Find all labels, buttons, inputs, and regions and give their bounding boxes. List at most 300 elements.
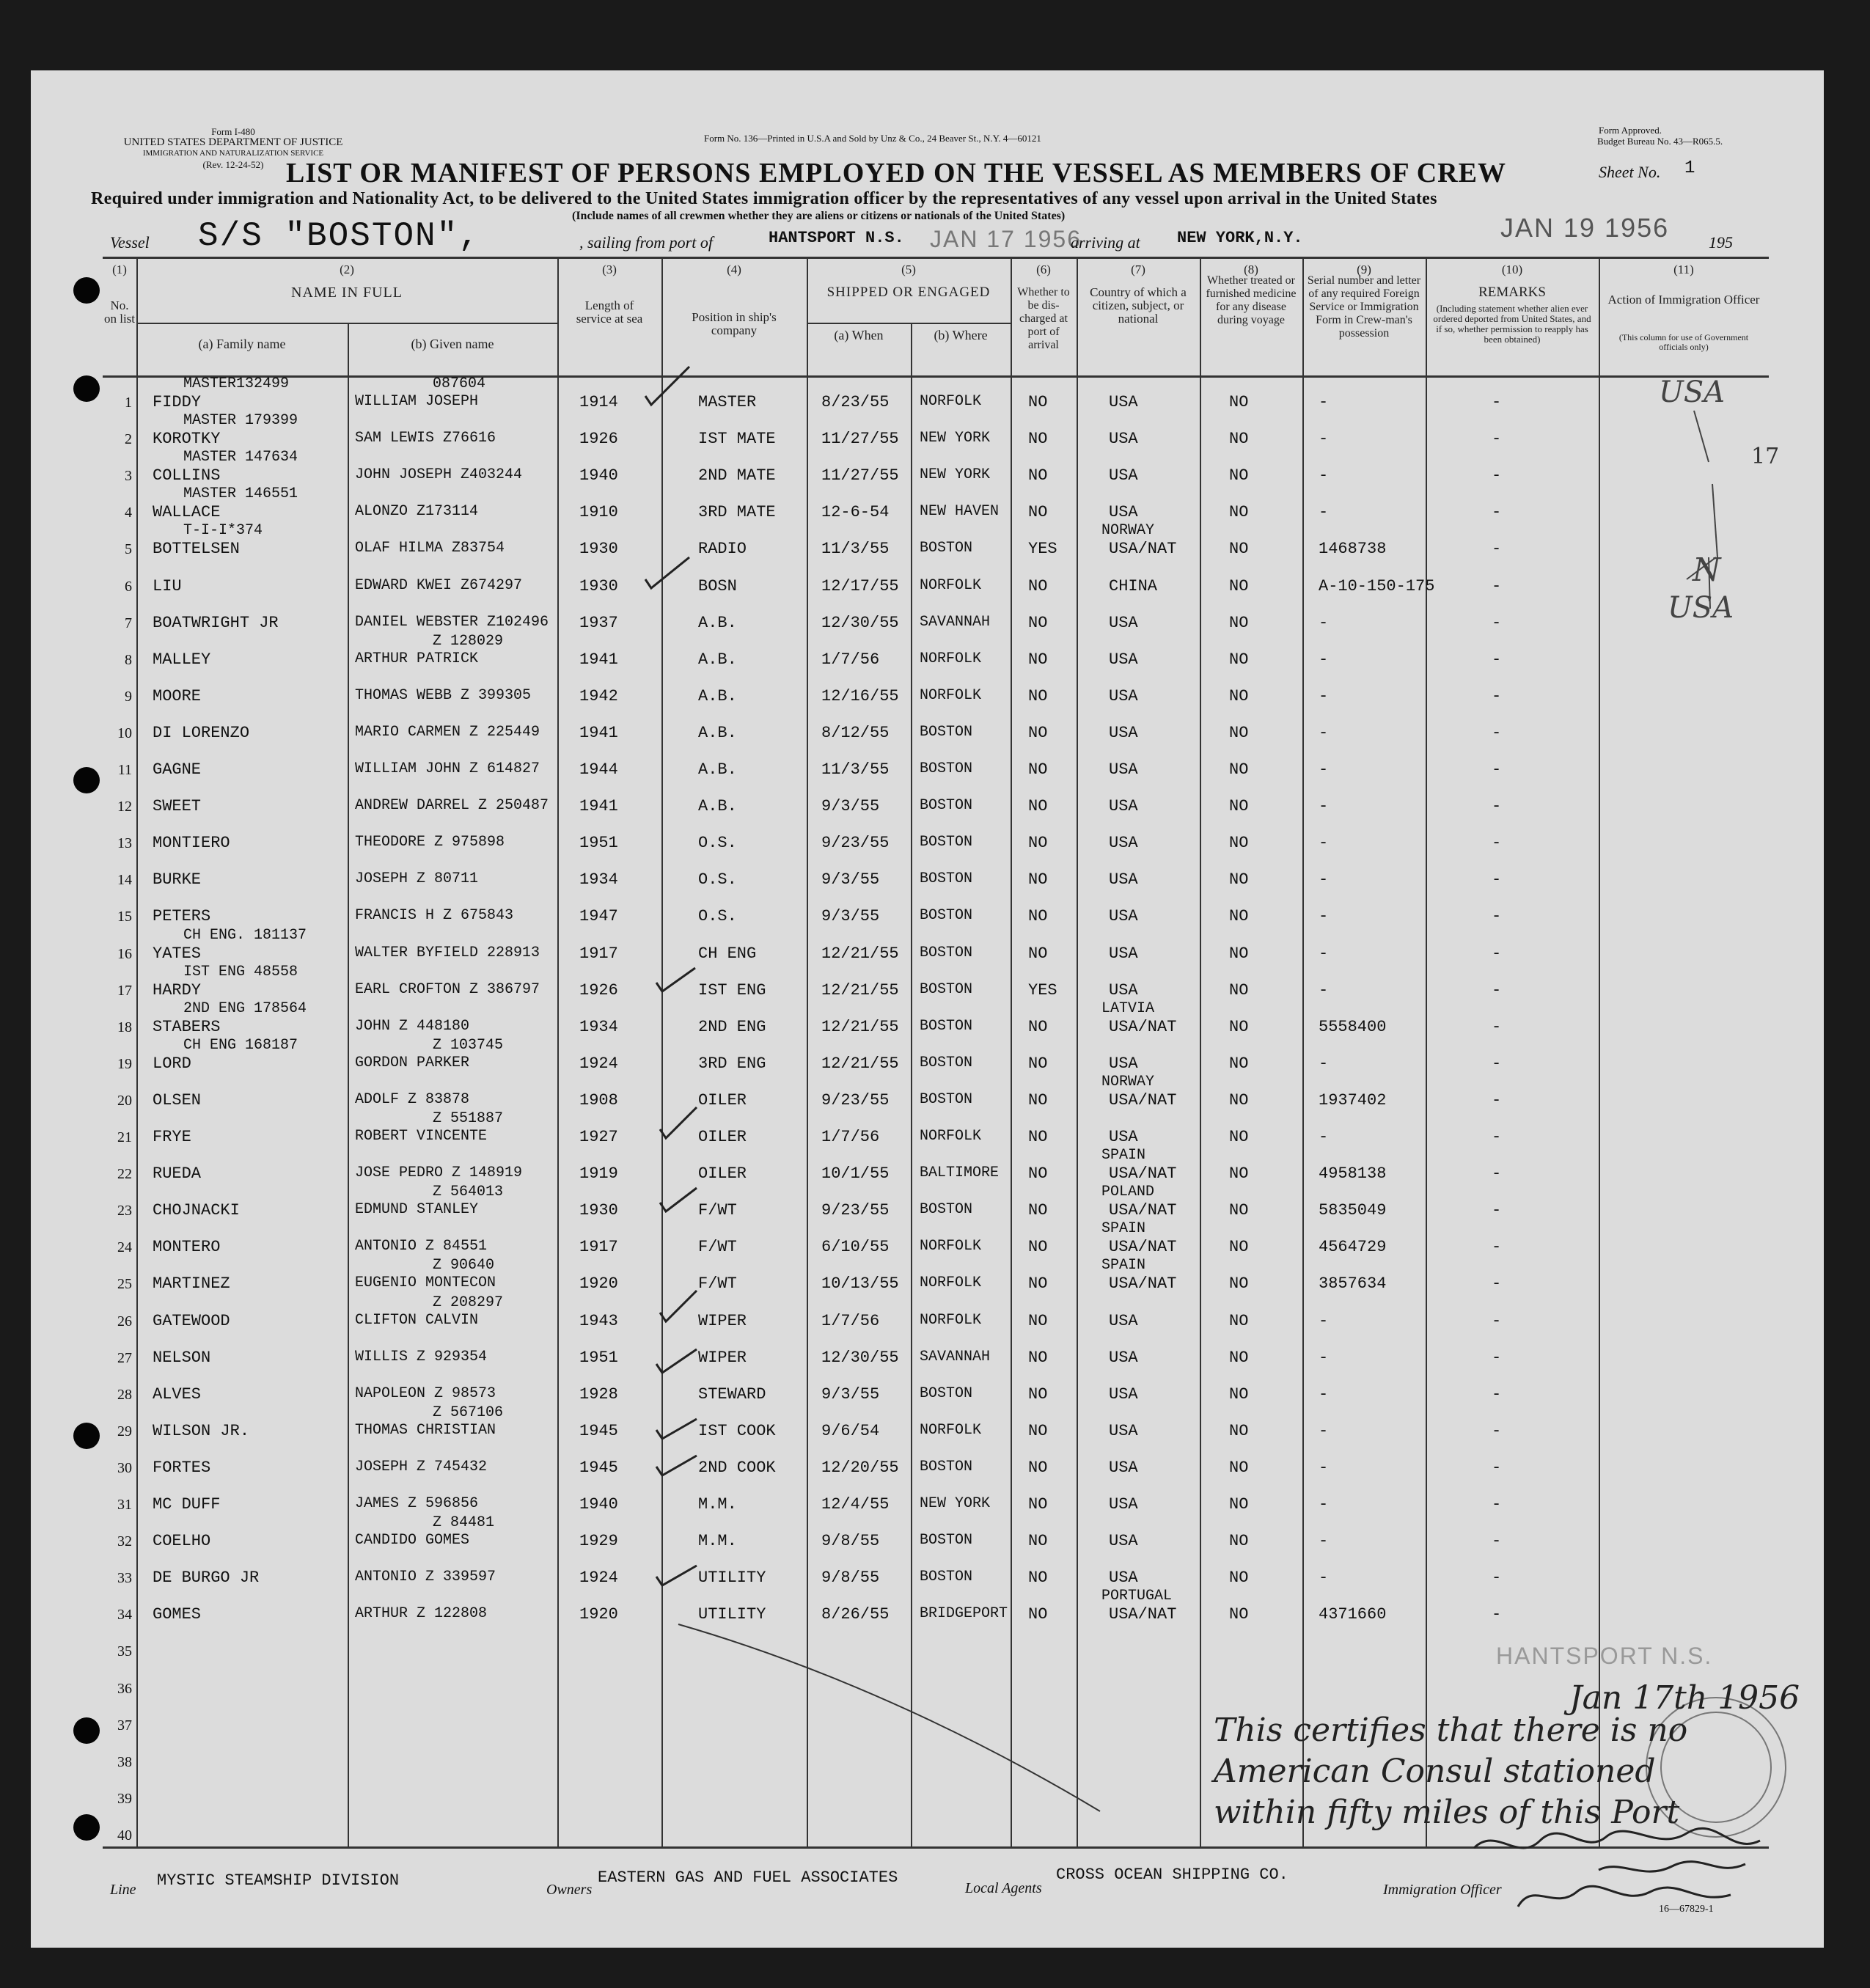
citizenship: USA [1109, 797, 1138, 816]
engaged-port: NEW YORK [920, 430, 991, 447]
remarks-value: - [1492, 1090, 1502, 1109]
family-name: ALVES [153, 1384, 202, 1404]
agents-value: CROSS OCEAN SHIPPING CO. [1056, 1866, 1288, 1884]
remarks-value: - [1492, 1348, 1502, 1367]
treated-flag: NO [1229, 540, 1249, 559]
discharge-flag: NO [1028, 613, 1048, 632]
row-number: 32 [117, 1533, 132, 1550]
service-length: 1937 [579, 613, 618, 632]
remarks-value: - [1492, 907, 1502, 926]
treated-flag: NO [1229, 797, 1249, 816]
service-length: 1941 [579, 797, 618, 816]
col-head-remarks: REMARKS [1478, 285, 1546, 300]
citizenship: USA [1109, 944, 1138, 963]
engaged-date: 12/21/55 [821, 1054, 899, 1073]
handwritten-date: Jan 17th 1956 [1569, 1679, 1800, 1717]
col-head-shipped: SHIPPED OR ENGAGED [826, 285, 991, 300]
citizenship: USA/NAT [1109, 1090, 1177, 1109]
engaged-port: NEW YORK [920, 466, 991, 484]
engaged-port: BOSTON [920, 1384, 973, 1402]
serial-number: 4958138 [1319, 1164, 1387, 1184]
discharge-flag: NO [1028, 723, 1048, 742]
ship-position: RADIO [698, 540, 747, 559]
serial-number: - [1319, 1495, 1329, 1514]
year-suffix: 195 [1709, 233, 1733, 252]
checkmark [645, 557, 689, 588]
family-name: MONTIERO [153, 834, 230, 853]
engaged-port: BOSTON [920, 1017, 973, 1035]
owners-label: Owners [546, 1882, 593, 1898]
citizenship: USA [1109, 613, 1138, 632]
given-name: NAPOLEON Z 98573 [355, 1384, 496, 1402]
ship-position: IST ENG [698, 980, 766, 999]
engaged-date: 12/30/55 [821, 1348, 899, 1367]
col-num-8: (8) [1244, 263, 1258, 276]
treated-flag: NO [1229, 1458, 1249, 1477]
row-number-empty: 40 [117, 1827, 132, 1844]
citizenship: USA [1109, 907, 1138, 926]
engaged-date: 11/3/55 [821, 540, 890, 559]
remarks-value: - [1492, 1054, 1502, 1073]
ship-position: A.B. [698, 760, 737, 779]
trailing-line [678, 1624, 1100, 1811]
treated-flag: NO [1229, 613, 1249, 632]
checkmark [656, 1566, 697, 1585]
treated-flag: NO [1229, 1532, 1249, 1551]
ship-position: IST COOK [698, 1421, 776, 1440]
remarks-value: - [1492, 1605, 1502, 1624]
given-name: FRANCIS H Z 675843 [355, 907, 514, 925]
row-number: 14 [117, 872, 132, 889]
engaged-port: NORFOLK [920, 1311, 982, 1329]
checkmark [660, 1188, 697, 1211]
remarks-value: - [1492, 1495, 1502, 1514]
row-number: 28 [117, 1386, 132, 1403]
citizenship: USA/NAT [1109, 1201, 1177, 1220]
engaged-date: 12/16/55 [821, 686, 899, 705]
citizenship: USA [1109, 503, 1138, 522]
col-num-6: (6) [1036, 263, 1051, 276]
officer-label: Immigration Officer [1383, 1882, 1502, 1898]
ship-position: WIPER [698, 1348, 747, 1367]
ship-position: F/WT [698, 1201, 737, 1220]
treated-flag: NO [1229, 1054, 1249, 1073]
citizenship: USA/NAT [1109, 1164, 1177, 1184]
discharge-flag: NO [1028, 1164, 1048, 1184]
arriving-label: arriving at [1071, 233, 1140, 252]
citizenship: USA/NAT [1109, 1274, 1177, 1294]
checkmark [656, 1419, 697, 1439]
family-name: DE BURGO JR [153, 1569, 260, 1588]
given-name: EDWARD KWEI Z674297 [355, 576, 523, 594]
citizenship: USA [1109, 1532, 1138, 1551]
sailing-port: HANTSPORT N.S. [769, 229, 904, 247]
discharge-flag: NO [1028, 650, 1048, 669]
country-of-origin: NORWAY [1101, 1073, 1155, 1090]
col-head-serial: Serial number and letter of any required Foreign Service or Immigration Form in Crew-man's possession [1307, 274, 1421, 340]
engaged-port: BRIDGEPORT [920, 1605, 1008, 1623]
family-name: NELSON [153, 1348, 211, 1367]
remarks-value: - [1492, 1274, 1502, 1294]
col-num-3: (3) [602, 263, 617, 276]
serial-number: 4564729 [1319, 1238, 1387, 1257]
citizenship: USA [1109, 466, 1138, 485]
engaged-date: 11/27/55 [821, 466, 899, 485]
serial-number: - [1319, 1348, 1329, 1367]
citizenship: USA [1109, 723, 1138, 742]
serial-number: 1937402 [1319, 1090, 1387, 1109]
engaged-date: 10/13/55 [821, 1274, 899, 1294]
serial-number: - [1319, 1311, 1329, 1330]
service-length: 1930 [579, 540, 618, 559]
remarks-value: - [1492, 613, 1502, 632]
row-number: 15 [117, 909, 132, 925]
serial-number: - [1319, 1569, 1329, 1588]
serial-number: - [1319, 834, 1329, 853]
citizenship: USA [1109, 1311, 1138, 1330]
treated-flag: NO [1229, 466, 1249, 485]
engaged-port: BOSTON [920, 723, 973, 741]
engaged-date: 12-6-54 [821, 503, 890, 522]
serial-number: - [1319, 797, 1329, 816]
treated-flag: NO [1229, 1238, 1249, 1257]
service-length: 1920 [579, 1605, 618, 1624]
remarks-value: - [1492, 797, 1502, 816]
rank-license-note: MASTER 179399 [183, 412, 298, 430]
family-name: RUEDA [153, 1164, 202, 1184]
treated-flag: NO [1229, 1605, 1249, 1624]
row-number: 27 [117, 1349, 132, 1366]
discharge-flag: NO [1028, 1458, 1048, 1477]
citizenship: USA [1109, 1569, 1138, 1588]
treated-flag: NO [1229, 723, 1249, 742]
citizenship: USA [1109, 1054, 1138, 1073]
rank-license-note: MASTER132499 [183, 375, 290, 392]
arrival-port: NEW YORK,N.Y. [1177, 229, 1303, 247]
ship-position: OILER [698, 1128, 747, 1146]
treated-flag: NO [1229, 870, 1249, 890]
service-length: 1917 [579, 1238, 618, 1257]
discharge-flag: NO [1028, 1201, 1048, 1220]
serial-number: - [1319, 430, 1329, 449]
hantsport-stamp: HANTSPORT N.S. [1496, 1643, 1713, 1669]
remarks-value: - [1492, 834, 1502, 853]
vessel-label: Vessel [110, 233, 150, 252]
treated-flag: NO [1229, 1421, 1249, 1440]
discharge-flag: NO [1028, 1495, 1048, 1514]
row-number: 24 [117, 1239, 132, 1256]
ship-position: A.B. [698, 797, 737, 816]
remarks-value: - [1492, 760, 1502, 779]
form-code: 16—67829-1 [1659, 1904, 1714, 1915]
service-length: 1927 [579, 1128, 618, 1146]
treated-flag: NO [1229, 576, 1249, 595]
citizenship: USA [1109, 1348, 1138, 1367]
family-name: WALLACE [153, 503, 221, 522]
service-length: 1929 [579, 1532, 618, 1551]
remarks-value: - [1492, 1311, 1502, 1330]
service-length: 1930 [579, 1201, 618, 1220]
department: UNITED STATES DEPARTMENT OF JUSTICE [123, 136, 343, 148]
given-name: WILLIAM JOSEPH [355, 393, 479, 410]
ship-position: CH ENG [698, 944, 757, 963]
engaged-port: BALTIMORE [920, 1164, 1000, 1182]
service-length: 1951 [579, 834, 618, 853]
family-name: LORD [153, 1054, 191, 1073]
engaged-date: 8/23/55 [821, 393, 890, 411]
given-name: OLAF HILMA Z83754 [355, 540, 505, 557]
country-of-origin: SPAIN [1101, 1220, 1146, 1238]
family-name: MONTERO [153, 1238, 221, 1257]
engaged-date: 9/23/55 [821, 1090, 890, 1109]
service-length: 1934 [579, 1017, 618, 1036]
family-name: BURKE [153, 870, 202, 890]
row-number: 7 [125, 615, 132, 631]
engaged-date: 12/4/55 [821, 1495, 890, 1514]
row-number: 6 [125, 578, 132, 595]
ship-position: 2ND ENG [698, 1017, 766, 1036]
row-number: 25 [117, 1276, 132, 1293]
engaged-date: 10/1/55 [821, 1164, 890, 1184]
engaged-port: BOSTON [920, 760, 973, 777]
service-length: 1926 [579, 430, 618, 449]
serial-number: 1468738 [1319, 540, 1387, 559]
row-number: 8 [125, 651, 132, 668]
service-length: 1941 [579, 650, 618, 669]
discharge-flag: NO [1028, 1128, 1048, 1146]
service-length: 1942 [579, 686, 618, 705]
treated-flag: NO [1229, 430, 1249, 449]
col-head-family: (a) Family name [198, 337, 286, 351]
citizenship: USA [1109, 834, 1138, 853]
family-name: STABERS [153, 1017, 221, 1036]
revision: (Rev. 12-24-52) [202, 159, 264, 170]
engaged-port: BOSTON [920, 870, 973, 888]
service-length: 1940 [579, 1495, 618, 1514]
owners-value: EASTERN GAS AND FUEL ASSOCIATES [598, 1868, 898, 1887]
row-number: 29 [117, 1423, 132, 1439]
col-head-where: (b) Where [934, 328, 988, 342]
serial-number: - [1319, 1054, 1329, 1073]
ship-position: 2ND COOK [698, 1458, 776, 1477]
ship-position: O.S. [698, 870, 737, 890]
given-name: SAM LEWIS Z76616 [355, 430, 496, 447]
col-head-no: No. on list [103, 298, 136, 326]
remarks-value: - [1492, 650, 1502, 669]
service-length: 1947 [579, 907, 618, 926]
ship-position: O.S. [698, 834, 737, 853]
tick-mark [1694, 411, 1709, 462]
given-name: ANTONIO Z 84551 [355, 1238, 488, 1255]
col-head-remarks-note: (Including statement whether alien ever ordered deported from United States, and if so, whether permission to reapply has been obtained) [1433, 303, 1591, 345]
discharge-flag: NO [1028, 1054, 1048, 1073]
treated-flag: NO [1229, 393, 1249, 411]
service-length: 1908 [579, 1090, 618, 1109]
family-name: WILSON JR. [153, 1421, 250, 1440]
engaged-port: NORFOLK [920, 393, 982, 410]
remarks-value: - [1492, 1164, 1502, 1184]
signature-stroke [1599, 1862, 1745, 1872]
family-name: FRYE [153, 1128, 191, 1146]
document-number-note: Z 567106 [433, 1404, 504, 1421]
row-number: 34 [117, 1607, 132, 1624]
engaged-port: NEW HAVEN [920, 503, 1000, 521]
row-number-empty: 37 [117, 1717, 132, 1734]
row-number: 30 [117, 1459, 132, 1476]
ship-position: 3RD MATE [698, 503, 776, 522]
checkmark [656, 1456, 697, 1475]
tick-mark [1712, 484, 1717, 557]
row-number: 20 [117, 1092, 132, 1109]
engaged-port: BOSTON [920, 1532, 973, 1549]
row-number: 9 [125, 688, 132, 705]
remarks-value: - [1492, 503, 1502, 522]
rank-license-note: 2ND ENG 178564 [183, 999, 307, 1017]
remarks-value: - [1492, 870, 1502, 890]
discharge-flag: NO [1028, 1238, 1048, 1257]
discharge-flag: NO [1028, 1421, 1048, 1440]
country-of-origin: LATVIA [1101, 999, 1155, 1017]
remarks-value: - [1492, 393, 1502, 411]
discharge-flag: NO [1028, 1384, 1048, 1404]
discharge-flag: NO [1028, 907, 1048, 926]
treated-flag: NO [1229, 1348, 1249, 1367]
family-name: BOATWRIGHT JR [153, 613, 279, 632]
col-head-length: Length of service at sea [576, 298, 643, 326]
discharge-flag: NO [1028, 686, 1048, 705]
service-length: 1930 [579, 576, 618, 595]
discharge-flag: YES [1028, 980, 1057, 999]
given-name: THOMAS WEBB Z 399305 [355, 686, 532, 704]
engaged-date: 12/21/55 [821, 944, 899, 963]
discharge-flag: NO [1028, 1274, 1048, 1294]
col-head-when: (a) When [834, 328, 884, 342]
treated-flag: NO [1229, 686, 1249, 705]
given-name: DANIEL WEBSTER Z102496 [355, 613, 549, 631]
ship-position: BOSN [698, 576, 737, 595]
family-name: MOORE [153, 686, 202, 705]
family-name: PETERS [153, 907, 211, 926]
discharge-flag: NO [1028, 576, 1048, 595]
row-number: 19 [117, 1055, 132, 1072]
ship-position: MASTER [698, 393, 757, 411]
sailing-date-stamp: JAN 17 1956 [930, 226, 1082, 252]
row-number: 31 [117, 1497, 132, 1513]
given-name: EDMUND STANLEY [355, 1201, 479, 1219]
document-number-note: Z 551887 [433, 1110, 504, 1127]
engaged-date: 9/6/54 [821, 1421, 880, 1440]
serial-number: - [1319, 944, 1329, 963]
given-name: WALTER BYFIELD 228913 [355, 944, 540, 961]
discharge-flag: NO [1028, 466, 1048, 485]
engaged-port: SAVANNAH [920, 613, 991, 631]
discharge-flag: NO [1028, 1569, 1048, 1588]
engaged-port: BOSTON [920, 907, 973, 925]
serial-number: - [1319, 723, 1329, 742]
family-name: BOTTELSEN [153, 540, 240, 559]
discharge-flag: NO [1028, 1090, 1048, 1109]
remarks-value: - [1492, 980, 1502, 999]
col-head-action: Action of Immigration Officer [1607, 293, 1760, 307]
row-number: 26 [117, 1313, 132, 1329]
given-name: ADOLF Z 83878 [355, 1090, 470, 1108]
row-number: 22 [117, 1166, 132, 1183]
rank-license-note: IST ENG 48558 [183, 963, 298, 980]
engaged-date: 1/7/56 [821, 650, 880, 669]
remarks-value: - [1492, 1201, 1502, 1220]
form-number: Form I-480 [211, 126, 255, 137]
engaged-date: 9/3/55 [821, 797, 880, 816]
citizenship: USA [1109, 1495, 1138, 1514]
action-annotation-n: N [1693, 551, 1721, 589]
service-length: 1919 [579, 1164, 618, 1184]
engaged-date: 1/7/56 [821, 1128, 880, 1146]
serial-number: 3857634 [1319, 1274, 1387, 1294]
col-head-action-note: (This column for use of Government officials only) [1618, 332, 1749, 352]
engaged-date: 12/30/55 [821, 613, 899, 632]
engaged-date: 12/17/55 [821, 576, 899, 595]
engaged-port: BOSTON [920, 540, 973, 557]
engaged-port: NORFOLK [920, 1128, 982, 1145]
engaged-date: 11/3/55 [821, 760, 890, 779]
service-length: 1914 [579, 393, 618, 411]
service-length: 1920 [579, 1274, 618, 1294]
action-annotation-17: 17 [1751, 444, 1780, 469]
treated-flag: NO [1229, 1164, 1249, 1184]
service-length: 1941 [579, 723, 618, 742]
treated-flag: NO [1229, 1090, 1249, 1109]
discharge-flag: NO [1028, 944, 1048, 963]
country-of-origin: POLAND [1101, 1184, 1155, 1201]
engaged-port: NORFOLK [920, 1421, 982, 1439]
rank-license-note: MASTER 146551 [183, 485, 298, 503]
remarks-value: - [1492, 1458, 1502, 1477]
treated-flag: NO [1229, 1495, 1249, 1514]
citizenship: USA/NAT [1109, 1605, 1177, 1624]
serial-number: 5835049 [1319, 1201, 1387, 1220]
checkmark [645, 367, 689, 405]
row-number: 21 [117, 1129, 132, 1145]
discharge-flag: NO [1028, 870, 1048, 890]
given-name: MARIO CARMEN Z 225449 [355, 723, 540, 741]
signature-stroke [1474, 1828, 1760, 1848]
remarks-value: - [1492, 540, 1502, 559]
serial-number: - [1319, 1532, 1329, 1551]
agents-label: Local Agents [965, 1880, 1042, 1896]
given-name: ANDREW DARREL Z 250487 [355, 797, 549, 815]
engaged-port: BOSTON [920, 1090, 973, 1108]
serial-number: - [1319, 393, 1329, 411]
ship-position: IST MATE [698, 430, 776, 449]
line-value: MYSTIC STEAMSHIP DIVISION [157, 1871, 400, 1890]
row-number: 5 [125, 541, 132, 558]
citizenship: USA [1109, 686, 1138, 705]
treated-flag: NO [1229, 1017, 1249, 1036]
given-name: ANTONIO Z 339597 [355, 1569, 496, 1586]
discharge-flag: NO [1028, 834, 1048, 853]
service-length: 1924 [579, 1054, 618, 1073]
citizenship: USA [1109, 393, 1138, 411]
family-name: FORTES [153, 1458, 211, 1477]
treated-flag: NO [1229, 1384, 1249, 1404]
family-name: HARDY [153, 980, 202, 999]
engaged-date: 8/12/55 [821, 723, 890, 742]
document-number-note: Z 90640 [433, 1257, 495, 1274]
document-number-note: Z 128029 [433, 632, 504, 650]
row-number-empty: 39 [117, 1790, 132, 1807]
engaged-date: 9/3/55 [821, 870, 880, 890]
treated-flag: NO [1229, 980, 1249, 999]
